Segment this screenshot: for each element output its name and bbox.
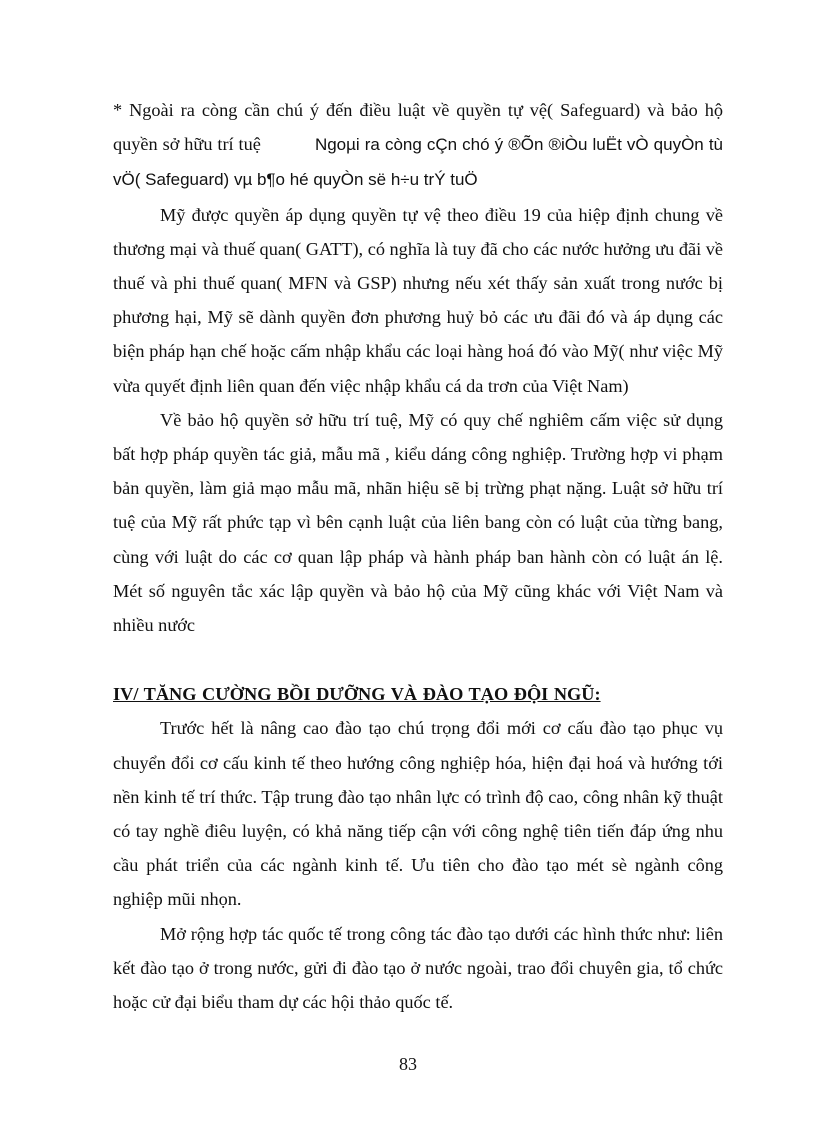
note-text: * Ngoài ra còng cần chú ý đến điều luật về quyền tự vệ( Safeguard) và bảo hộ quyền sở hữu trí tuệ: [113, 100, 723, 155]
note-text-garbled: Ngoµi ra còng cÇn chó ý ®Õn ®iÒu luËt vÒ quyÒn tù vÖ( Safeguard) vµ b¶o hé quyÒn së h÷u trÝ tuÖ: [113, 135, 723, 190]
section-heading: IV/ TĂNG CƯỜNG BỒI DƯỠNG VÀ ĐÀO TẠO ĐỘI NGŨ:: [113, 684, 601, 705]
page-number: 83: [399, 1054, 417, 1074]
paragraph-safeguard-rights: Mỹ được quyền áp dụng quyền tự vệ theo điều 19 của hiệp định chung về thương mại và thuế quan( GATT), có nghĩa là tuy đã cho các nước hưởng ưu đãi về thuế và phi thuế quan( MFN và GSP) nhưng nếu xét thấy sản xuất trong nước bị phương hại, Mỹ sẽ dành quyền đơn phương huỷ bỏ các ưu đãi đó và áp dụng các biện pháp hạn chế hoặc cấm nhập khẩu các loại hàng hoá đó vào Mỹ( như việc Mỹ vừa quyết định liên quan đến việc nhập khẩu cá da trơn của Việt Nam): [113, 204, 723, 396]
paragraph-intellectual-property: Về bảo hộ quyền sở hữu trí tuệ, Mỹ có quy chế nghiêm cấm việc sử dụng bất hợp pháp quyền tác giả, mẫu mã , kiểu dáng công nghiệp. Trường hợp vi phạm bản quyền, làm giả mạo mẫu mã, nhãn hiệu sẽ bị trừng phạt nặng. Luật sở hữu trí tuệ của Mỹ rất phức tạp vì bên cạnh luật của liên bang còn có luật của từng bang, cùng với luật do các cơ quan lập pháp và hành pháp ban hành còn có luật án lệ. Mét số nguyên tắc xác lập quyền và bảo hộ của Mỹ cũng khác với Việt Nam và nhiều nước: [113, 409, 723, 636]
paragraph-training-focus: Trước hết là nâng cao đào tạo chú trọng đổi mới cơ cấu đào tạo phục vụ chuyển đổi cơ cấu kinh tế theo hướng công nghiệp hóa, hiện đại hoá và hướng tới nền kinh tế trí thức. Tập trung đào tạo nhân lực có trình độ cao, công nhân kỹ thuật có tay nghề điêu luyện, có khả năng tiếp cận với công nghệ tiên tiến đáp ứng nhu cầu phát triển của các ngành kinh tế. Ưu tiên cho đào tạo mét sè ngành công nghiệp mũi nhọn.: [113, 718, 723, 910]
paragraph-safeguard-note: [113, 93, 723, 198]
document-body: [113, 93, 723, 1019]
paragraph-international-cooperation: Mở rộng hợp tác quốc tế trong công tác đào tạo dưới các hình thức như: liên kết đào tạo ở trong nước, gửi đi đào tạo ở nước ngoài, trao đổi chuyên gia, tổ chức hoặc cử đại biểu tham dự các hội thảo quốc tế.: [113, 923, 723, 1013]
